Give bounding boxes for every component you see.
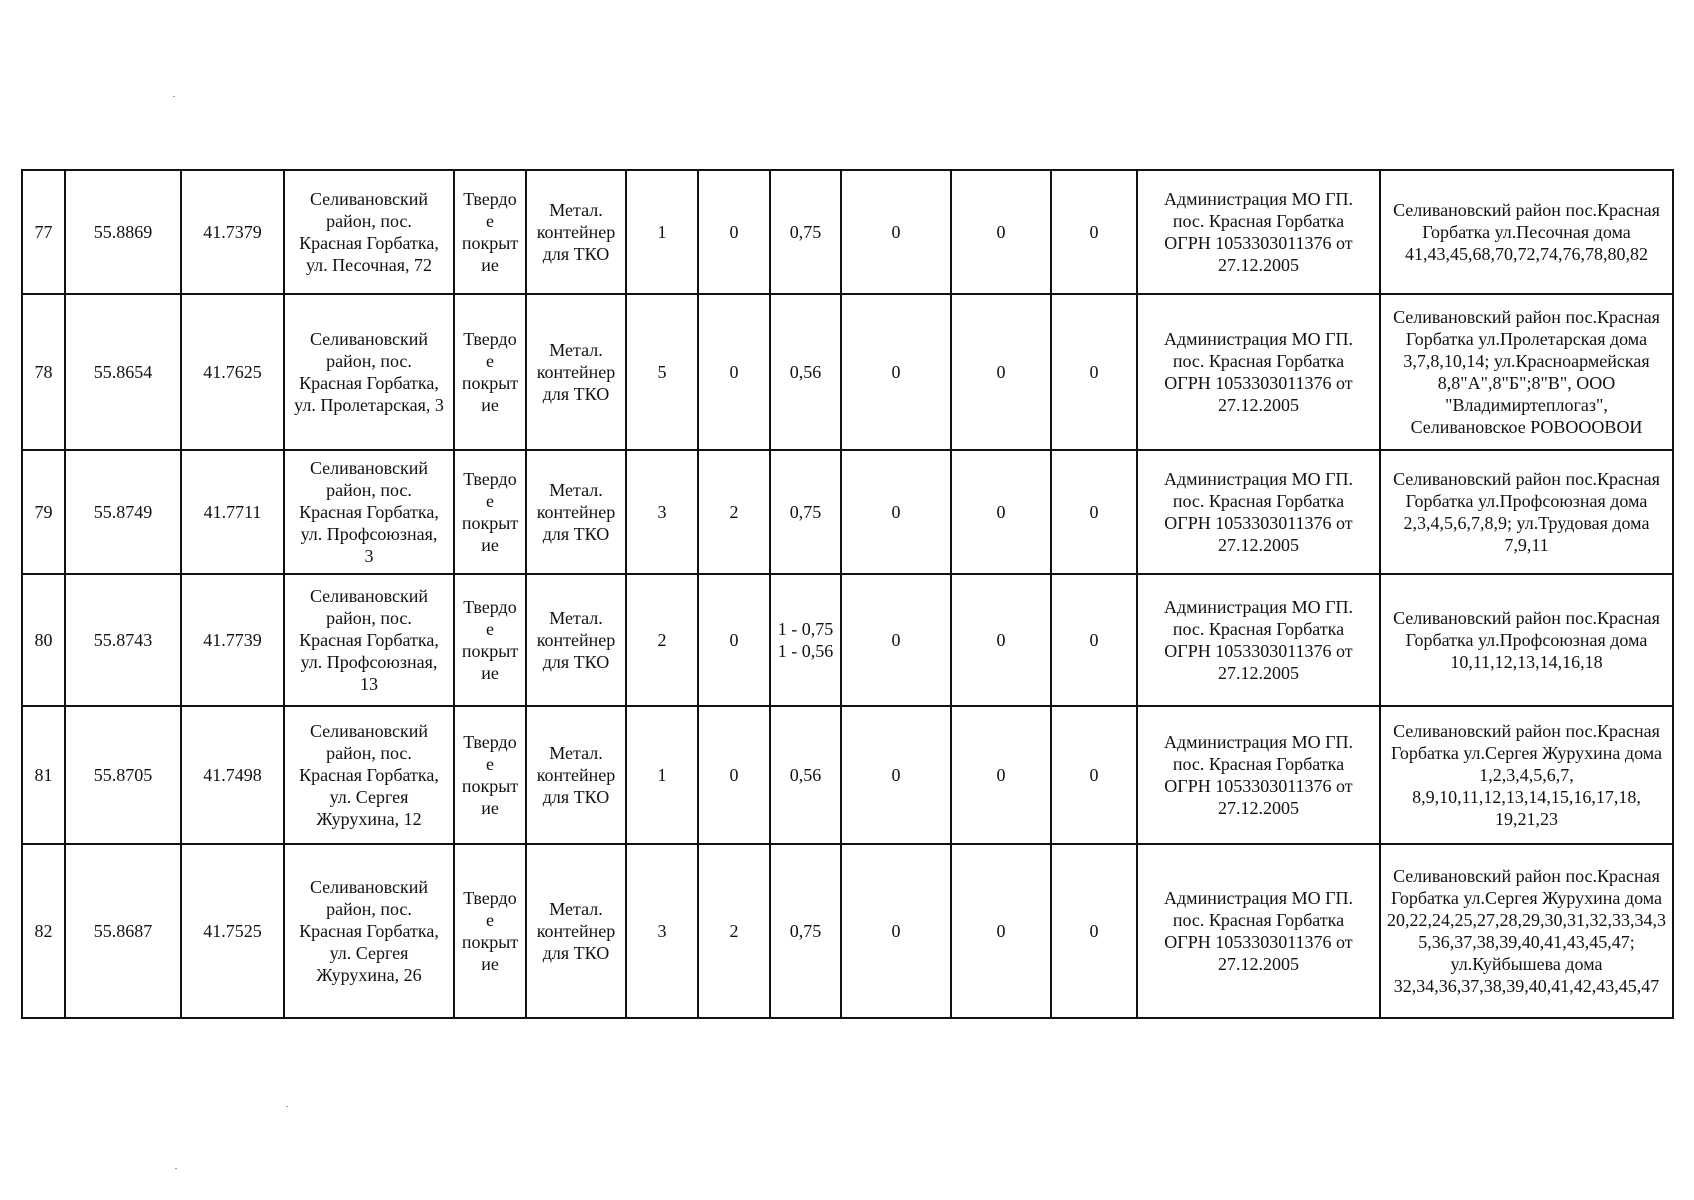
cell-waste-sources-line: Горбатка ул.Сергея Журухина дома [1391, 743, 1662, 763]
cell-surface-type-line: е [486, 910, 494, 930]
cell-address-line: ул. Сергея [329, 943, 409, 963]
cell-container-type [526, 170, 626, 294]
cell-owner-line: 27.12.2005 [1218, 954, 1299, 974]
cell-owner-line: пос. Красная Горбатка [1172, 491, 1345, 511]
cell-container-type-line: Метал. [549, 340, 603, 360]
cell-waste-sources [1380, 450, 1673, 574]
cell-container-volume-line: 1 - 0,75 [777, 619, 834, 639]
cell-surface-type-line: Твердо [463, 329, 517, 349]
cell-planned-count: 0 [698, 574, 770, 706]
cell-container-type-line: Метал. [549, 743, 603, 763]
cell-container-volume-line: 0,75 [789, 502, 822, 522]
cell-waste-sources-line: Селивановское РОВОООВОИ [1410, 417, 1643, 437]
cell-planned-count: 2 [698, 844, 770, 1018]
cell-address-line: Красная Горбатка, [299, 921, 439, 941]
cell-owner [1137, 574, 1380, 706]
cell-container-type-line: Метал. [549, 608, 603, 628]
cell-container-count: 2 [626, 574, 698, 706]
cell-longitude: 41.7498 [181, 706, 284, 844]
cell-row-number: 81 [22, 706, 65, 844]
cell-address [284, 844, 454, 1018]
cell-container-type-line: для ТКО [542, 524, 610, 544]
cell-waste-sources-line: Горбатка ул.Профсоюзная дома [1405, 491, 1648, 511]
cell-owner-line: ОГРН 1053303011376 от [1164, 513, 1353, 533]
cell-address [284, 706, 454, 844]
cell-owner-line: пос. Красная Горбатка [1172, 910, 1345, 930]
table-row [22, 170, 1673, 294]
table-row [22, 294, 1673, 450]
cell-owner-line: Администрация МО ГП. [1164, 597, 1353, 617]
cell-address-line: Селивановский [309, 329, 429, 349]
cell-planned-count: 2 [698, 450, 770, 574]
cell-container-count: 3 [626, 844, 698, 1018]
cell-waste-sources [1380, 706, 1673, 844]
cell-surface-type-line: ие [481, 798, 499, 818]
cell-address-line: Красная Горбатка, [299, 233, 439, 253]
cell-waste-sources-line: 1,2,3,4,5,6,7, [1479, 765, 1574, 785]
cell-address-line: район, пос. [326, 899, 412, 919]
cell-container-volume [770, 844, 841, 1018]
cell-waste-sources-line: Селивановский район пос.Красная [1393, 469, 1660, 489]
cell-container-type-line: контейнер [536, 222, 616, 242]
cell-address-line: ул. Пролетарская, 3 [294, 395, 444, 415]
cell-container-type-line: контейнер [536, 502, 616, 522]
cell-value: 0 [841, 170, 951, 294]
cell-container-volume [770, 294, 841, 450]
cell-container-volume-line: 1 - 0,56 [777, 641, 834, 661]
cell-waste-sources-line: 32,34,36,37,38,39,40,41,42,43,45,47 [1393, 976, 1660, 996]
cell-owner-line: Администрация МО ГП. [1164, 888, 1353, 908]
cell-container-type-line: Метал. [549, 899, 603, 919]
cell-waste-sources-line: 8,9,10,11,12,13,14,15,16,17,18, [1412, 787, 1641, 807]
cell-address [284, 574, 454, 706]
cell-waste-sources-line: 20,22,24,25,27,28,29,30,31,32,33,34,3 [1387, 910, 1666, 930]
cell-address-line: Селивановский [309, 877, 429, 897]
cell-surface-type-line: ие [481, 954, 499, 974]
cell-value: 0 [1051, 574, 1137, 706]
cell-owner-line: ОГРН 1053303011376 от [1164, 641, 1353, 661]
table-row [22, 574, 1673, 706]
cell-address-line: Селивановский [309, 721, 429, 741]
cell-longitude: 41.7625 [181, 294, 284, 450]
cell-owner-line: пос. Красная Горбатка [1172, 351, 1345, 371]
cell-surface-type [454, 170, 526, 294]
cell-row-number: 79 [22, 450, 65, 574]
cell-owner-line: пос. Красная Горбатка [1172, 754, 1345, 774]
cell-value: 0 [1051, 706, 1137, 844]
cell-waste-sources-line: Селивановский район пос.Красная [1393, 608, 1660, 628]
cell-address [284, 170, 454, 294]
cell-waste-sources-line: 2,3,4,5,6,7,8,9; ул.Трудовая дома [1403, 513, 1650, 533]
cell-surface-type-line: покрыт [461, 513, 519, 533]
cell-waste-sources-line: 5,36,37,38,39,40,41,43,45,47; [1418, 932, 1635, 952]
cell-container-volume-line: 0,75 [789, 222, 822, 242]
cell-surface-type-line: е [486, 351, 494, 371]
cell-owner-line: Администрация МО ГП. [1164, 469, 1353, 489]
scan-speck [175, 1168, 177, 1169]
cell-address-line: Селивановский [309, 586, 429, 606]
cell-address-line: район, пос. [326, 351, 412, 371]
cell-waste-sources-line: Горбатка ул.Сергея Журухина дома [1391, 888, 1662, 908]
cell-address-line: ул. Профсоюзная, [300, 524, 438, 544]
cell-surface-type-line: покрыт [461, 373, 519, 393]
cell-surface-type-line: Твердо [463, 469, 517, 489]
cell-planned-count: 0 [698, 706, 770, 844]
cell-surface-type [454, 844, 526, 1018]
cell-container-volume-line: 0,56 [789, 362, 822, 382]
cell-address-line: район, пос. [326, 480, 412, 500]
cell-surface-type-line: Твердо [463, 732, 517, 752]
cell-address [284, 450, 454, 574]
cell-owner-line: пос. Красная Горбатка [1172, 211, 1345, 231]
cell-container-type [526, 450, 626, 574]
cell-address-line: Красная Горбатка, [299, 373, 439, 393]
waste-sites-table [21, 169, 1674, 1019]
cell-address-line: 13 [360, 674, 378, 694]
cell-latitude: 55.8749 [65, 450, 181, 574]
cell-waste-sources-line: "Владимиртеплогаз", [1445, 395, 1608, 415]
table-row [22, 450, 1673, 574]
cell-latitude: 55.8705 [65, 706, 181, 844]
cell-container-type-line: контейнер [536, 921, 616, 941]
cell-surface-type-line: е [486, 619, 494, 639]
cell-address-line: Селивановский [309, 189, 429, 209]
cell-container-volume-line: 0,56 [789, 765, 822, 785]
cell-planned-count: 0 [698, 294, 770, 450]
cell-surface-type-line: покрыт [461, 776, 519, 796]
cell-container-count: 5 [626, 294, 698, 450]
cell-value: 0 [951, 844, 1051, 1018]
cell-surface-type-line: покрыт [461, 233, 519, 253]
cell-surface-type-line: е [486, 754, 494, 774]
cell-waste-sources-line: 3,7,8,10,14; ул.Красноармейская [1403, 351, 1650, 371]
cell-container-volume [770, 450, 841, 574]
cell-address-line: Красная Горбатка, [299, 765, 439, 785]
cell-address-line: Журухина, 12 [316, 809, 422, 829]
cell-owner-line: Администрация МО ГП. [1164, 329, 1353, 349]
cell-value: 0 [841, 574, 951, 706]
cell-address-line: Журухина, 26 [316, 965, 422, 985]
cell-value: 0 [841, 844, 951, 1018]
cell-owner-line: ОГРН 1053303011376 от [1164, 932, 1353, 952]
cell-waste-sources [1380, 170, 1673, 294]
scan-speck [286, 1106, 288, 1107]
cell-surface-type-line: Твердо [463, 189, 517, 209]
cell-address-line: район, пос. [326, 743, 412, 763]
cell-owner-line: 27.12.2005 [1218, 663, 1299, 683]
cell-owner-line: пос. Красная Горбатка [1172, 619, 1345, 639]
cell-owner-line: 27.12.2005 [1218, 395, 1299, 415]
cell-longitude: 41.7379 [181, 170, 284, 294]
cell-container-count: 3 [626, 450, 698, 574]
cell-latitude: 55.8869 [65, 170, 181, 294]
cell-surface-type-line: ие [481, 255, 499, 275]
cell-latitude: 55.8654 [65, 294, 181, 450]
table-row [22, 706, 1673, 844]
cell-planned-count: 0 [698, 170, 770, 294]
cell-surface-type [454, 574, 526, 706]
cell-value: 0 [1051, 294, 1137, 450]
cell-value: 0 [951, 706, 1051, 844]
cell-value: 0 [841, 706, 951, 844]
cell-address-line: район, пос. [326, 608, 412, 628]
cell-owner [1137, 844, 1380, 1018]
cell-row-number: 78 [22, 294, 65, 450]
cell-owner [1137, 450, 1380, 574]
cell-surface-type-line: покрыт [461, 932, 519, 952]
cell-waste-sources-line: Селивановский район пос.Красная [1393, 721, 1660, 741]
cell-waste-sources [1380, 574, 1673, 706]
cell-longitude: 41.7525 [181, 844, 284, 1018]
cell-container-type-line: Метал. [549, 200, 603, 220]
cell-value: 0 [951, 170, 1051, 294]
cell-surface-type [454, 450, 526, 574]
cell-surface-type-line: Твердо [463, 888, 517, 908]
cell-container-count: 1 [626, 170, 698, 294]
cell-value: 0 [841, 294, 951, 450]
cell-container-type-line: контейнер [536, 765, 616, 785]
cell-owner-line: 27.12.2005 [1218, 535, 1299, 555]
cell-surface-type [454, 294, 526, 450]
cell-waste-sources-line: 10,11,12,13,14,16,18 [1450, 652, 1603, 672]
cell-container-type-line: контейнер [536, 362, 616, 382]
cell-waste-sources-line: Селивановский район пос.Красная [1393, 200, 1660, 220]
cell-owner [1137, 294, 1380, 450]
cell-owner [1137, 706, 1380, 844]
cell-container-type [526, 844, 626, 1018]
cell-surface-type [454, 706, 526, 844]
cell-container-type-line: для ТКО [542, 244, 610, 264]
cell-container-type-line: Метал. [549, 480, 603, 500]
cell-container-type-line: контейнер [536, 630, 616, 650]
cell-container-type-line: для ТКО [542, 787, 610, 807]
cell-waste-sources [1380, 294, 1673, 450]
scan-speck [173, 96, 175, 97]
cell-longitude: 41.7739 [181, 574, 284, 706]
cell-owner-line: ОГРН 1053303011376 от [1164, 776, 1353, 796]
cell-owner-line: 27.12.2005 [1218, 255, 1299, 275]
cell-row-number: 80 [22, 574, 65, 706]
cell-surface-type-line: ие [481, 535, 499, 555]
cell-address-line: ул. Сергея [329, 787, 409, 807]
cell-address [284, 294, 454, 450]
cell-address-line: район, пос. [326, 211, 412, 231]
cell-value: 0 [951, 450, 1051, 574]
cell-value: 0 [1051, 844, 1137, 1018]
cell-container-type [526, 706, 626, 844]
cell-longitude: 41.7711 [181, 450, 284, 574]
cell-waste-sources-line: Селивановский район пос.Красная [1393, 866, 1660, 886]
cell-surface-type-line: е [486, 491, 494, 511]
cell-waste-sources-line: ул.Куйбышева дома [1450, 954, 1603, 974]
cell-row-number: 82 [22, 844, 65, 1018]
cell-waste-sources [1380, 844, 1673, 1018]
cell-surface-type-line: е [486, 211, 494, 231]
cell-waste-sources-line: Горбатка ул.Пролетарская дома [1405, 329, 1648, 349]
cell-address-line: 3 [364, 546, 374, 566]
cell-value: 0 [1051, 170, 1137, 294]
cell-owner-line: ОГРН 1053303011376 от [1164, 233, 1353, 253]
cell-owner [1137, 170, 1380, 294]
cell-waste-sources-line: Горбатка ул.Песочная дома [1422, 222, 1631, 242]
cell-surface-type-line: ие [481, 663, 499, 683]
cell-container-type [526, 574, 626, 706]
cell-address-line: ул. Песочная, 72 [305, 255, 433, 275]
cell-value: 0 [951, 574, 1051, 706]
cell-surface-type-line: ие [481, 395, 499, 415]
cell-waste-sources-line: Селивановский район пос.Красная [1393, 307, 1660, 327]
cell-address-line: Селивановский [309, 458, 429, 478]
cell-container-volume [770, 574, 841, 706]
cell-container-volume-line: 0,75 [789, 921, 822, 941]
cell-waste-sources-line: Горбатка ул.Профсоюзная дома [1405, 630, 1648, 650]
cell-value: 0 [951, 294, 1051, 450]
cell-container-type-line: для ТКО [542, 652, 610, 672]
cell-owner-line: Администрация МО ГП. [1164, 189, 1353, 209]
cell-container-type-line: для ТКО [542, 384, 610, 404]
cell-owner-line: 27.12.2005 [1218, 798, 1299, 818]
cell-container-count: 1 [626, 706, 698, 844]
cell-surface-type-line: Твердо [463, 597, 517, 617]
cell-waste-sources-line: 41,43,45,68,70,72,74,76,78,80,82 [1405, 244, 1648, 264]
cell-latitude: 55.8743 [65, 574, 181, 706]
cell-value: 0 [1051, 450, 1137, 574]
cell-surface-type-line: покрыт [461, 641, 519, 661]
cell-latitude: 55.8687 [65, 844, 181, 1018]
table-row [22, 844, 1673, 1018]
cell-container-volume [770, 170, 841, 294]
cell-address-line: Красная Горбатка, [299, 630, 439, 650]
cell-container-type [526, 294, 626, 450]
cell-value: 0 [841, 450, 951, 574]
cell-owner-line: Администрация МО ГП. [1164, 732, 1353, 752]
cell-waste-sources-line: 19,21,23 [1495, 809, 1558, 829]
cell-address-line: Красная Горбатка, [299, 502, 439, 522]
cell-row-number: 77 [22, 170, 65, 294]
cell-container-volume [770, 706, 841, 844]
cell-waste-sources-line: 7,9,11 [1504, 535, 1549, 555]
cell-address-line: ул. Профсоюзная, [300, 652, 438, 672]
cell-waste-sources-line: 8,8"А",8"Б";8"В", ООО [1437, 373, 1616, 393]
cell-owner-line: ОГРН 1053303011376 от [1164, 373, 1353, 393]
cell-container-type-line: для ТКО [542, 943, 610, 963]
